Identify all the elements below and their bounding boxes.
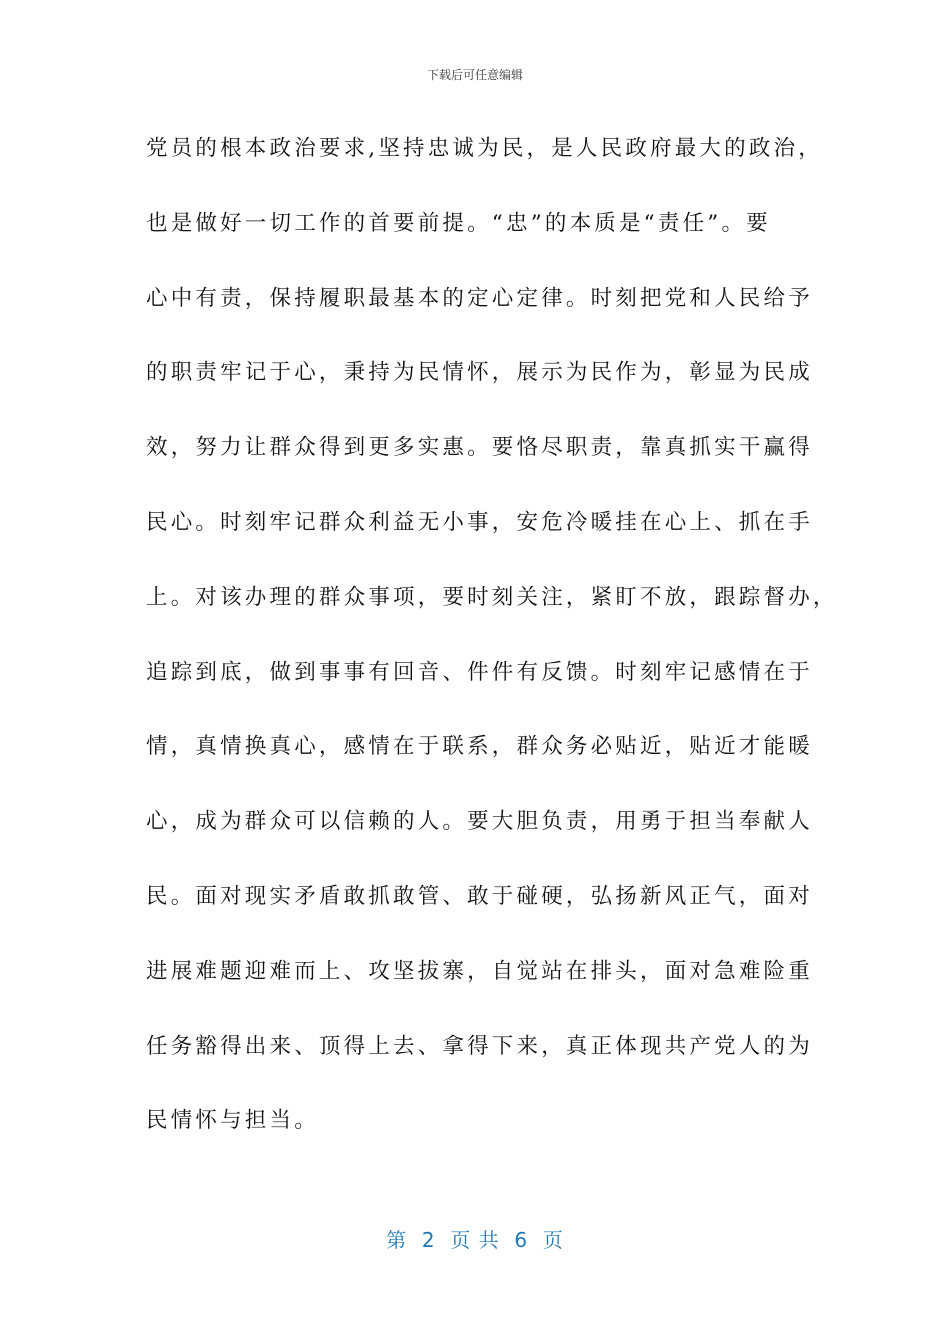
- text-line: 情，真情换真心，感情在于联系，群众务必贴近，贴近才能暖: [146, 734, 813, 760]
- text-line: 的职责牢记于心，秉持为民情怀，展示为民作为，彰显为民成: [146, 360, 813, 386]
- text-line: 民。面对现实矛盾敢抓敢管、敢于碰硬，弘扬新风正气，面对: [146, 883, 813, 909]
- text-line: 民情怀与担当。: [146, 1108, 319, 1134]
- page-header: 下载后可任意编辑: [426, 68, 523, 82]
- text-line: 也是做好一切工作的首要前提。“忠”的本质是“责任”。要: [146, 210, 771, 236]
- text-line: 效，努力让群众得到更多实惠。要恪尽职责，靠真抓实干赢得: [146, 435, 813, 461]
- text-line: 党员的根本政治要求,坚持忠诚为民，是人民政府最大的政治，: [146, 136, 823, 161]
- text-line: 任务豁得出来、顶得上去、拿得下来，真正体现共产党人的为: [146, 1033, 813, 1059]
- text-line: 民心。时刻牢记群众利益无小事，安危冷暖挂在心上、抓在手: [146, 509, 813, 535]
- text-line: 心中有责，保持履职最基本的定心定律。时刻把党和人民给予: [146, 285, 813, 311]
- text-line: 追踪到底，做到事事有回音、件件有反馈。时刻牢记感情在于: [146, 659, 813, 685]
- body-text: [146, 112, 838, 1159]
- page-number-footer: 第 2 页 共 6 页: [386, 1228, 564, 1252]
- text-line: 上。对该办理的群众事项，要时刻关注，紧盯不放，跟踪督办，: [146, 584, 838, 610]
- text-line: 进展难题迎难而上、攻坚拔寨，自觉站在排头，面对急难险重: [146, 958, 813, 984]
- text-line: 心，成为群众可以信赖的人。要大胆负责，用勇于担当奉献人: [146, 809, 813, 835]
